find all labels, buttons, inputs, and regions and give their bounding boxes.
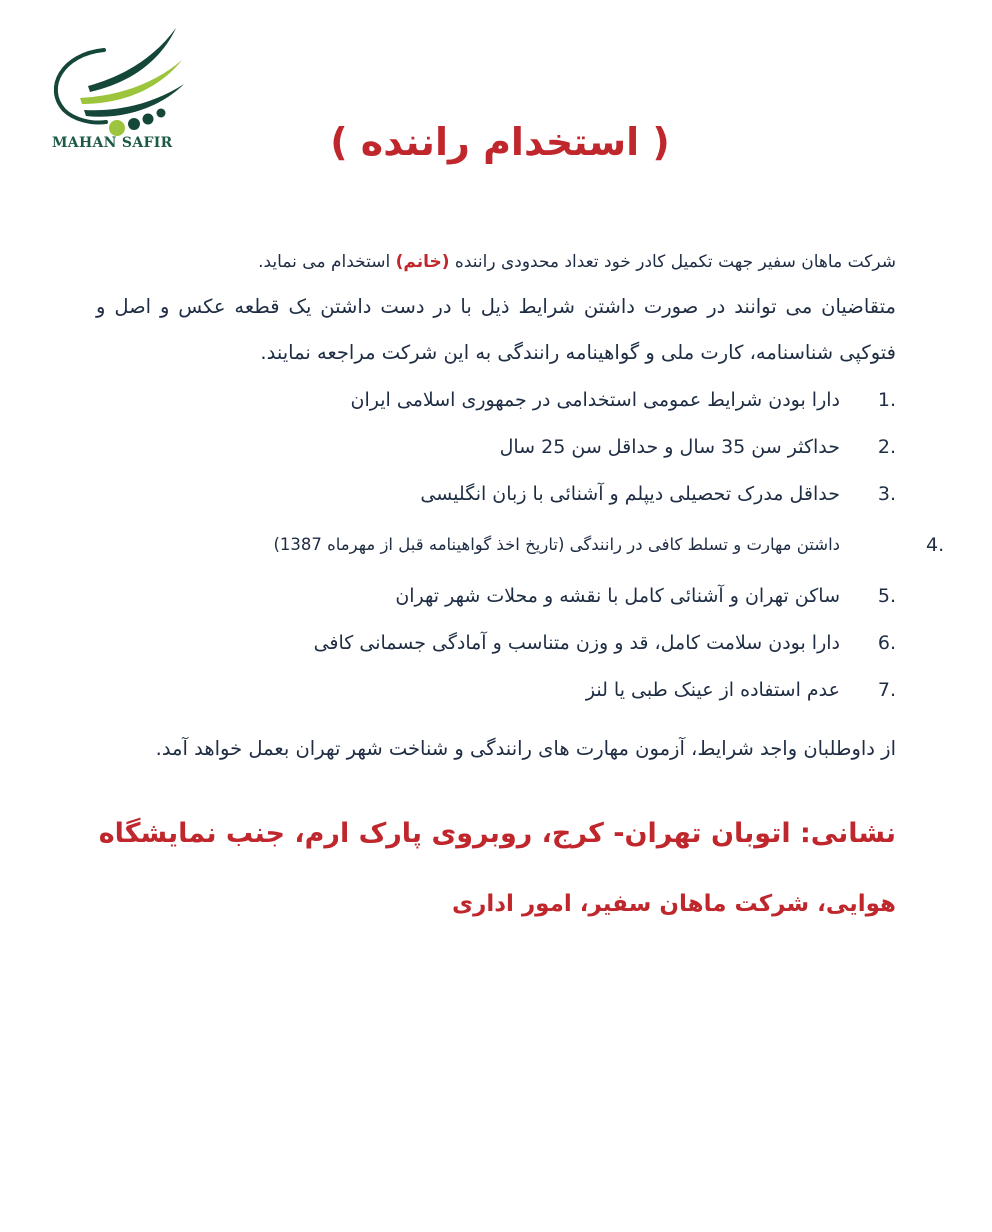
intro-highlight: (خانم) [395,252,450,272]
document-body [96,240,945,924]
intro-text-end: استخدام می نماید. [258,252,396,272]
requirement-item [96,474,896,514]
intro-paragraph [96,240,896,284]
requirement-number: 4. [926,534,945,556]
requirement-item [96,521,945,569]
requirement-number: 5. [877,585,896,607]
requirement-text: حداکثر سن 35 سال و حداقل سن 25 سال [499,436,840,458]
requirement-number: 2. [877,436,896,458]
requirement-text: عدم استفاده از عینک طبی یا لنز [585,679,840,701]
requirement-item [96,427,896,467]
requirement-number: 7. [877,679,896,701]
requirement-text: داشتن مهارت و تسلط کافی در رانندگی (تاریخ اخذ گواهینامه قبل از مهرماه 1387) [273,535,840,554]
requirement-item [96,623,896,663]
requirement-number: 6. [877,632,896,654]
page-title: ( استخدام راننده ) [330,120,670,164]
requirement-item [96,380,896,420]
company-logo [44,18,194,168]
address-line-2: هوایی، شرکت ماهان سفیر، امور اداری [452,891,896,917]
requirement-item [96,576,896,616]
requirement-number: 1. [877,389,896,411]
requirements-list [96,380,945,710]
requirement-number: 3. [877,483,896,505]
applicant-instructions: متقاضیان می توانند در صورت داشتن شرایط ذیل با در دست داشتن یک قطعه عکس و اصل و فتوکپی شناسنامه، کارت ملی و گواهینامه رانندگی به این شرکت مراجعه نمایند. [96,295,896,364]
closing-paragraph: از داوطلبان واجد شرایط، آزمون مهارت های رانندگی و شناخت شهر تهران بعمل خواهد آمد. [155,737,896,760]
logo-swoosh-icon [44,18,194,138]
address-line-1: نشانی: اتوبان تهران- کرج، روبروی پارک ارم، جنب نمایشگاه [98,818,896,849]
requirement-text: حداقل مدرک تحصیلی دیپلم و آشنائی با زبان انگلیسی [420,483,840,505]
requirement-item [96,670,896,710]
logo-text: MAHAN SAFIR [52,135,173,151]
requirement-text: ساکن تهران و آشنائی کامل با نقشه و محلات شهر تهران [395,585,840,607]
requirement-text: دارا بودن سلامت کامل، قد و وزن متناسب و آمادگی جسمانی کافی [313,632,840,654]
intro-text-start: شرکت ماهان سفیر جهت تکمیل کادر خود تعداد محدودی راننده [449,252,896,272]
requirement-text: دارا بودن شرایط عمومی استخدامی در جمهوری اسلامی ایران [350,389,840,411]
